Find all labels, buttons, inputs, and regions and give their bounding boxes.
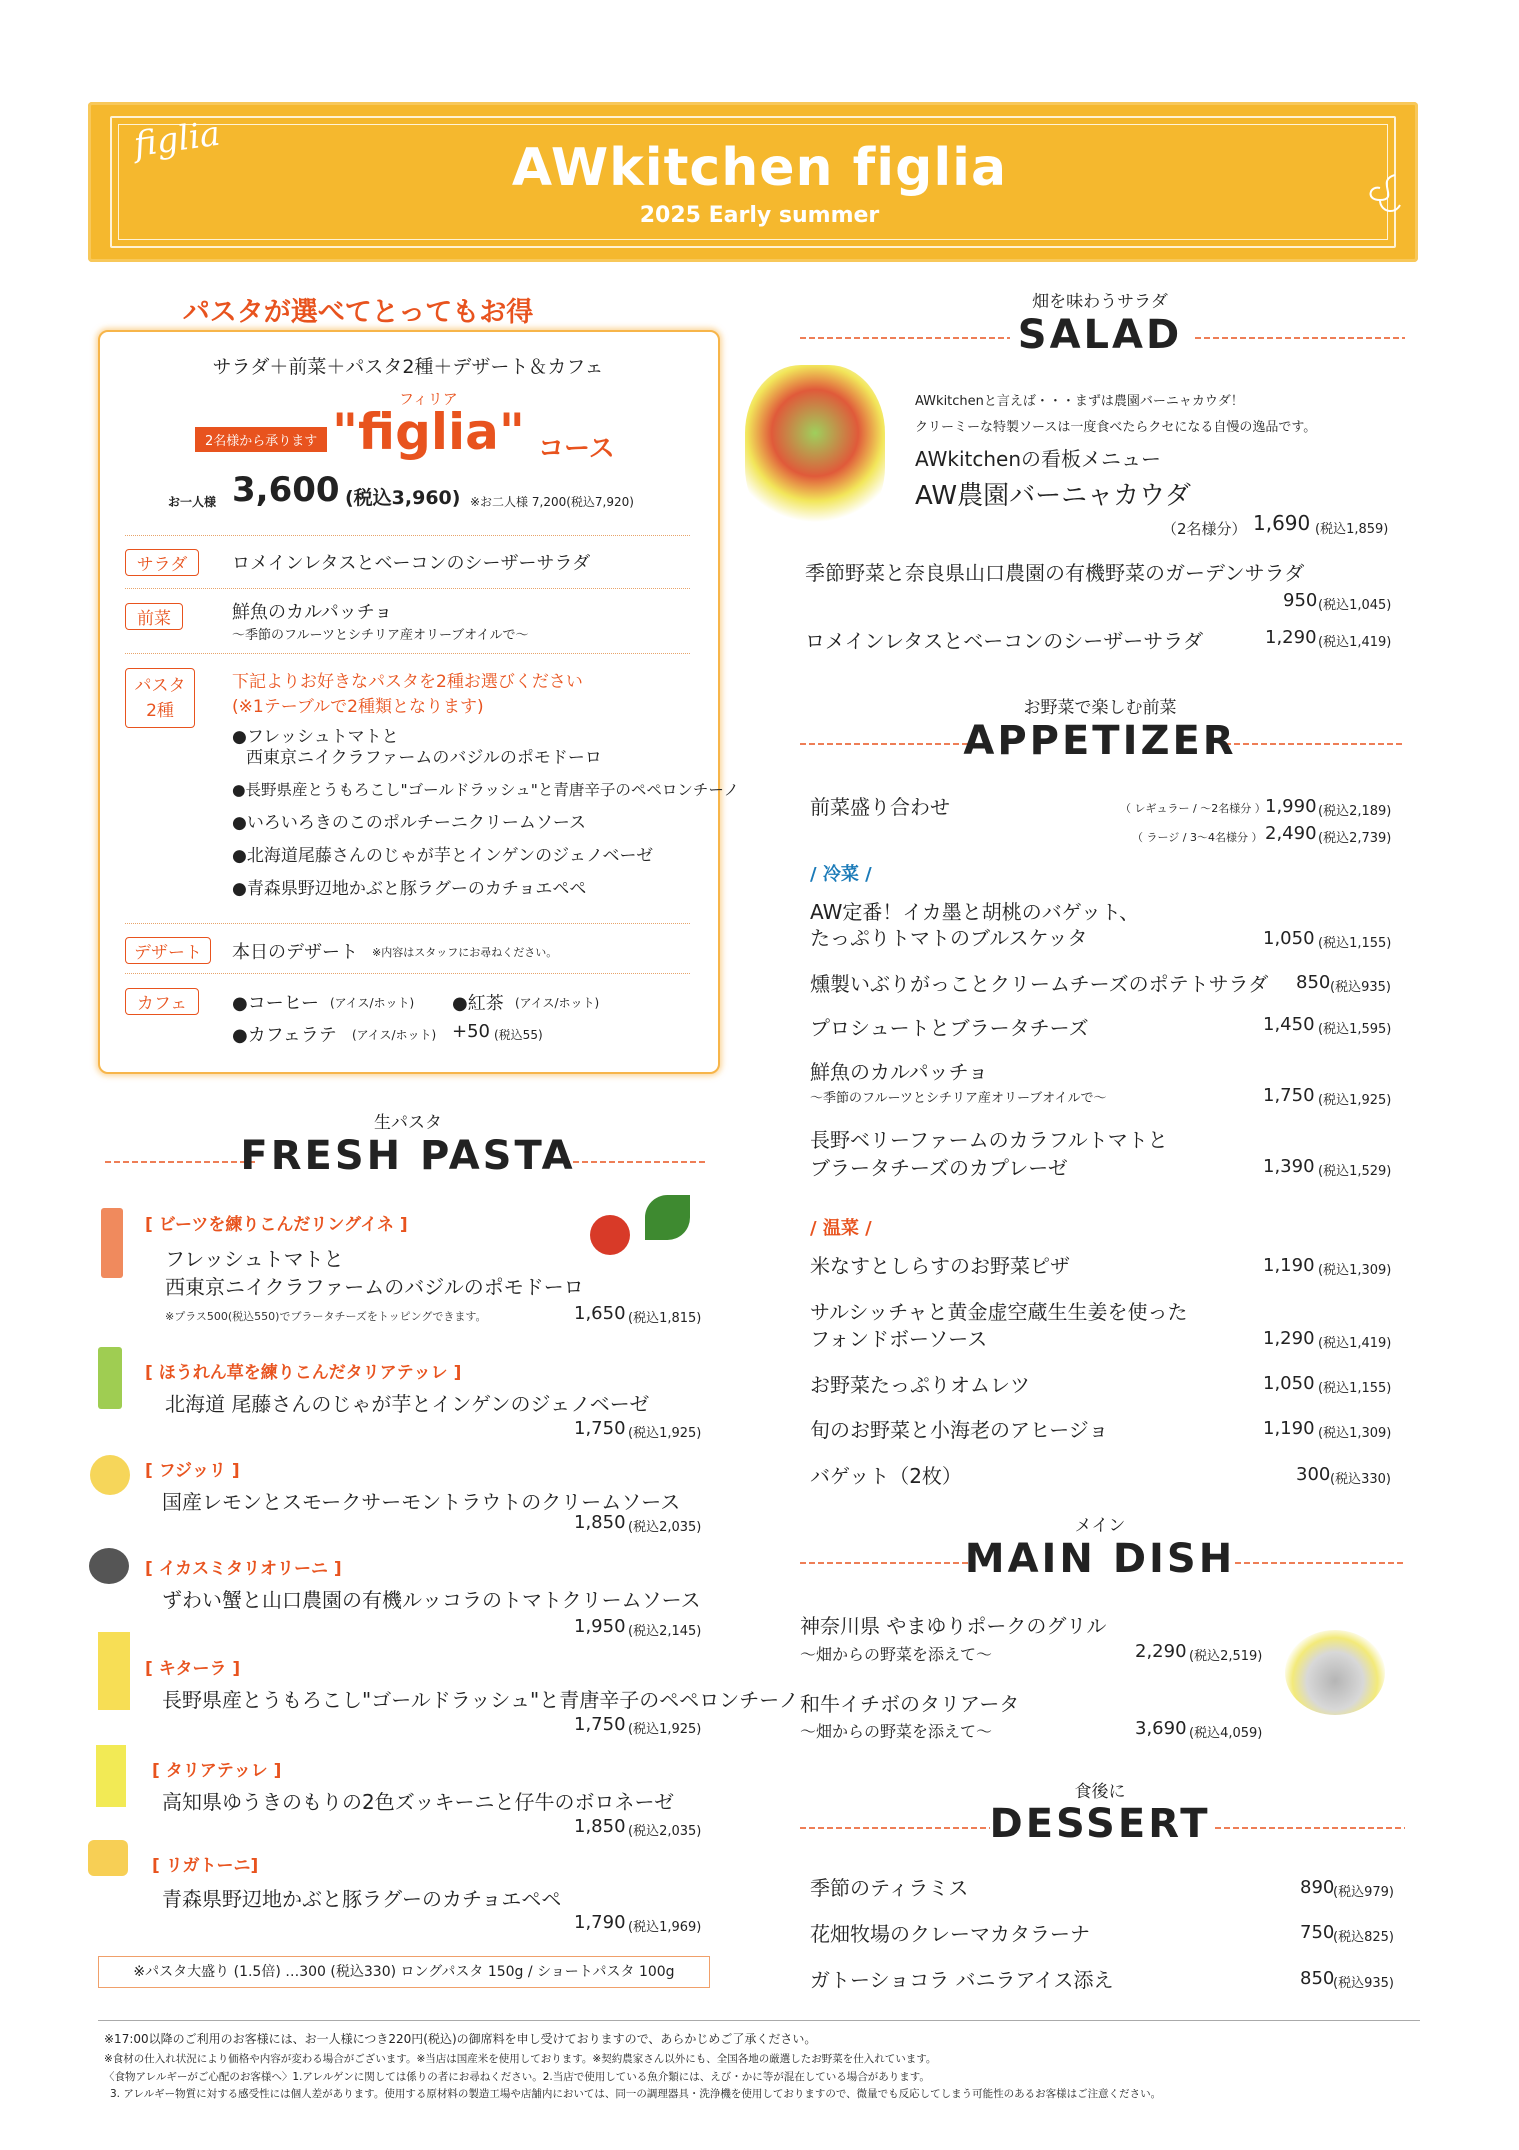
- hot-price: 1,290: [1263, 1328, 1315, 1349]
- pasta-type: [ タリアテッレ ]: [152, 1761, 282, 1781]
- salad-feature-price: 1,690: [1253, 511, 1311, 535]
- tag-pasta-count: 2種: [146, 701, 174, 721]
- page-title: AWkitchen figlia: [511, 138, 1008, 198]
- pasta-type: [ フジッリ ]: [145, 1461, 240, 1481]
- cold-item: AW定番！イカ墨と胡桃のバゲット、: [810, 900, 1140, 924]
- pasta-price: 1,750: [574, 1418, 626, 1439]
- tag-pasta: [125, 668, 195, 728]
- tag-dessert: デザート: [125, 937, 211, 964]
- cold-tax: (税込1,925): [1318, 1093, 1392, 1108]
- tag-salad: サラダ: [125, 549, 199, 576]
- dessert-price: 850: [1300, 1968, 1335, 1989]
- hot-item: 米なすとしらすのお野菜ピザ: [810, 1254, 1070, 1278]
- salad-title: SALAD: [1017, 312, 1183, 358]
- hot-heading: / 温菜 /: [810, 1218, 872, 1239]
- pasta-name: 青森県野辺地かぶと豚ラグーのカチョエペペ: [162, 1887, 562, 1911]
- course-price-tax: (税込3,960): [345, 487, 461, 509]
- footer-line-3: 〈食物アレルギーがご心配のお客様へ〉1.アレルゲンに関しては係りの者にお尋ねください。2.当店で使用している魚介類には、えび・かに等が混在している場合があります。: [104, 2071, 930, 2083]
- pasta-price: 1,850: [574, 1816, 626, 1837]
- hot-item: お野菜たっぷりオムレツ: [810, 1373, 1030, 1397]
- hot-tax: (税込1,309): [1318, 1426, 1392, 1441]
- figlia-logo: figlia: [131, 113, 223, 166]
- salad-sign: AWkitchenの看板メニュー: [915, 447, 1161, 471]
- salad-feature-tax: (税込1,859): [1315, 522, 1389, 537]
- linguine-image: [101, 1208, 123, 1278]
- pasta-name: 北海道 尾藤さんのじゃが芋とインゲンのジェノベーゼ: [165, 1392, 650, 1416]
- dessert-tax: (税込825): [1333, 1930, 1394, 1945]
- list-item: ●長野県産とうもろこし"ゴールドラッシュ"と青唐辛子のペペロンチーノ: [232, 781, 740, 799]
- pasta-name: フレッシュトマトと: [165, 1247, 344, 1271]
- salad-intro-1: AWkitchenと言えば・・・まずは農園バーニャカウダ！: [915, 394, 1244, 409]
- pasta-title: FRESH PASTA: [240, 1133, 576, 1179]
- footer-line-4: 3. アレルギー物質に対する感受性には個人差があります。使用する原材料の製造工場や店舗内においては、同一の調理器具・洗浄機を使用しておりますので、微量でも反応してしまう可能性のあるお客様はご注意ください。: [110, 2088, 1162, 2100]
- platter-large-tax: (税込2,739): [1318, 831, 1392, 846]
- cold-tax: (税込1,595): [1318, 1022, 1392, 1037]
- cafe-tea-note: (アイス/ホット): [515, 996, 600, 1010]
- course-appetizer-sub: ～季節のフルーツとシチリア産オリーブオイルで～: [232, 628, 529, 643]
- pasta-name: ずわい蟹と山口農園の有機ルッコラのトマトクリームソース: [162, 1588, 701, 1612]
- course-ruby: フィリア: [399, 390, 458, 408]
- pasta-large-note: ※パスタ大盛り (1.5倍) …300 (税込330) ロングパスタ 150g / ショートパスタ 100g: [98, 1956, 710, 1988]
- course-salad: ロメインレタスとベーコンのシーザーサラダ: [232, 553, 591, 574]
- dessert-price: 750: [1300, 1922, 1335, 1943]
- platter-regular-label: （ レギュラー / ～2名様分 ）: [1120, 802, 1266, 815]
- course-lead: サラダ＋前菜＋パスタ2種＋デザート＆カフェ: [212, 356, 604, 378]
- hot-item: バゲット（2枚）: [810, 1464, 962, 1488]
- course-badge: 2名様から承ります: [195, 427, 327, 452]
- pasta-price: 1,850: [574, 1512, 626, 1533]
- cold-heading: / 冷菜 /: [810, 864, 872, 885]
- hot-tax: (税込1,155): [1318, 1381, 1392, 1396]
- salad-price: 950: [1283, 590, 1318, 611]
- cold-item: たっぷりトマトのブルスケッタ: [810, 926, 1088, 950]
- pasta-type: [ キターラ ]: [145, 1659, 241, 1679]
- pasta-tax: (税込1,815): [628, 1311, 702, 1326]
- list-item: ●フレッシュトマトと: [232, 727, 399, 747]
- cafe-coffee: ●コーヒー: [232, 993, 319, 1014]
- salad-item: 季節野菜と奈良県山口農園の有機野菜のガーデンサラダ: [805, 561, 1305, 585]
- dessert-title: DESSERT: [989, 1801, 1211, 1847]
- tag-appetizer: 前菜: [125, 603, 183, 630]
- dessert-price: 890: [1300, 1877, 1335, 1898]
- hot-item: サルシッチャと黄金虚空蔵生生姜を使った: [810, 1300, 1188, 1324]
- cold-item: 鮮魚のカルパッチョ: [810, 1060, 988, 1084]
- pasta-type: [ ビーツを練りこんだリングイネ ]: [145, 1215, 408, 1235]
- pasta-tax: (税込1,969): [628, 1920, 702, 1935]
- tag-cafe: カフェ: [125, 988, 199, 1015]
- main-title: MAIN DISH: [964, 1536, 1236, 1582]
- flourish-icon: [1355, 170, 1405, 220]
- cold-price: 1,450: [1263, 1014, 1315, 1035]
- pasta-type: [ ほうれん草を練りこんだタリアテッレ ]: [145, 1363, 462, 1383]
- pasta-price: 1,790: [574, 1912, 626, 1933]
- main-tax: (税込2,519): [1189, 1649, 1263, 1664]
- pasta-name: 国産レモンとスモークサーモントラウトのクリームソース: [162, 1490, 681, 1514]
- course-appetizer: 鮮魚のカルパッチョ: [232, 602, 393, 623]
- cafe-latte-price: +50: [452, 1021, 490, 1042]
- pasta-price: 1,750: [574, 1714, 626, 1735]
- salad-feature: AW農園バーニャカウダ: [915, 481, 1191, 511]
- pasta-name: 高知県ゆうきのもりの2色ズッキーニと仔牛のボロネーゼ: [162, 1790, 675, 1814]
- main-item: 和牛イチボのタリアータ: [800, 1692, 1020, 1716]
- salad-tax: (税込1,419): [1318, 635, 1392, 650]
- hot-price: 1,190: [1263, 1255, 1315, 1276]
- platter-regular-price: 1,990: [1265, 796, 1317, 817]
- course-suffix: コース: [538, 434, 615, 464]
- cold-price: 1,390: [1263, 1156, 1315, 1177]
- pasta-price: 1,650: [574, 1303, 626, 1324]
- main-item: 神奈川県 やまゆりポークのグリル: [800, 1614, 1107, 1638]
- cold-price: 1,050: [1263, 928, 1315, 949]
- cold-tax: (税込935): [1330, 980, 1391, 995]
- pasta-name: 長野県産とうもろこし"ゴールドラッシュ"と青唐辛子のペペロンチーノ: [162, 1688, 799, 1712]
- hot-tax: (税込1,419): [1318, 1336, 1392, 1351]
- course-dessert: 本日のデザート: [232, 942, 358, 963]
- per-person-label: お一人様: [168, 495, 217, 509]
- appetizer-title: APPETIZER: [963, 718, 1237, 764]
- platter-regular-tax: (税込2,189): [1318, 804, 1392, 819]
- pasta-price: 1,950: [574, 1616, 626, 1637]
- main-price: 3,690: [1135, 1718, 1187, 1739]
- pasta-tax: (税込2,035): [628, 1520, 702, 1535]
- basil-image: [645, 1195, 690, 1240]
- hot-price: 300: [1296, 1464, 1331, 1485]
- tomato-image: [590, 1215, 630, 1255]
- list-item: ●いろいろきのこのポルチーニクリームソース: [232, 813, 586, 833]
- pasta-tax: (税込1,925): [628, 1722, 702, 1737]
- pasta-tax: (税込2,145): [628, 1624, 702, 1639]
- hot-tax: (税込1,309): [1318, 1263, 1392, 1278]
- dessert-item: 花畑牧場のクレーマカタラーナ: [810, 1922, 1090, 1946]
- salad-price: 1,290: [1265, 627, 1317, 648]
- cold-price: 850: [1296, 972, 1331, 993]
- course-two-person: ※お二人様 7,200(税込7,920): [470, 495, 634, 509]
- cafe-latte-note: (アイス/ホット): [352, 1028, 437, 1042]
- main-ruby: メイン: [1074, 1516, 1126, 1536]
- dessert-tax: (税込935): [1333, 1976, 1394, 1991]
- main-tax: (税込4,059): [1189, 1726, 1263, 1741]
- cold-item: プロシュートとブラータチーズ: [810, 1016, 1089, 1040]
- main-item-sub: ～畑からの野菜を添えて～: [800, 1645, 993, 1664]
- pasta-choose-note: 下記よりお好きなパスタを2種お選びください: [232, 672, 583, 692]
- salad-item: ロメインレタスとベーコンのシーザーサラダ: [805, 629, 1204, 653]
- bagna-cauda-image: [745, 365, 885, 535]
- pasta-tax: (税込2,035): [628, 1824, 702, 1839]
- cafe-coffee-note: (アイス/ホット): [330, 996, 415, 1010]
- pasta-ruby: 生パスタ: [374, 1113, 442, 1133]
- list-item: 西東京ニイクラファームのバジルのポモドーロ: [246, 748, 602, 768]
- pasta-type: [ イカスミタリオリーニ ]: [145, 1559, 342, 1579]
- list-item: ●青森県野辺地かぶと豚ラグーのカチョエペペ: [232, 879, 587, 899]
- pasta-table-note: (※1テーブルで2種類となります): [232, 697, 484, 717]
- dessert-item: ガトーショコラ バニラアイス添え: [810, 1968, 1114, 1992]
- pasta-tax: (税込1,925): [628, 1426, 702, 1441]
- cloche-image: [1285, 1630, 1385, 1715]
- cold-item: 長野ベリーファームのカラフルトマトと: [810, 1128, 1168, 1152]
- cold-tax: (税込1,155): [1318, 936, 1392, 951]
- dessert-item: 季節のティラミス: [810, 1876, 969, 1900]
- cafe-latte-tax: (税込55): [494, 1028, 543, 1042]
- cold-item: 燻製いぶりがっことクリームチーズのポテトサラダ: [810, 972, 1269, 996]
- hot-price: 1,050: [1263, 1373, 1315, 1394]
- cold-tax: (税込1,529): [1318, 1164, 1392, 1179]
- appetizer-ruby: お野菜で楽しむ前菜: [1023, 698, 1177, 718]
- salad-intro-2: クリーミーな特製ソースは一度食べたらクセになる自慢の逸品です。: [915, 420, 1317, 435]
- hot-item: フォンドボーソース: [810, 1327, 988, 1351]
- main-price: 2,290: [1135, 1641, 1187, 1662]
- course-dessert-note: ※内容はスタッフにお尋ねください。: [372, 946, 558, 959]
- cafe-tea: ●紅茶: [452, 993, 504, 1014]
- platter-large-price: 2,490: [1265, 823, 1317, 844]
- cold-price: 1,750: [1263, 1085, 1315, 1106]
- platter-name: 前菜盛り合わせ: [810, 795, 950, 819]
- cold-item: ブラータチーズのカプレーゼ: [810, 1156, 1068, 1180]
- footer-line-1: ※17:00以降のご利用のお客様には、お一人様につき220円(税込)の御席料を申し受けておりますので、あらかじめご了承ください。: [104, 2032, 817, 2046]
- platter-large-label: （ ラージ / 3～4名様分 ）: [1132, 831, 1263, 844]
- list-item: ●北海道尾藤さんのじゃが芋とインゲンのジェノベーゼ: [232, 846, 654, 866]
- page-subtitle: 2025 Early summer: [639, 203, 880, 228]
- hot-price: 1,190: [1263, 1418, 1315, 1439]
- pasta-note: ※プラス500(税込550)でブラータチーズをトッピングできます。: [165, 1310, 487, 1323]
- footer-line-2: ※食材の仕入れ状況により価格や内容が変わる場合がございます。※当店は国産米を使用しております。※契約農家さん以外にも、全国各地の厳選したお野菜を仕入れています。: [104, 2053, 937, 2065]
- hot-item: 旬のお野菜と小海老のアヒージョ: [810, 1418, 1109, 1442]
- course-name: "figlia": [332, 403, 525, 461]
- dessert-ruby: 食後に: [1074, 1782, 1126, 1802]
- pasta-name: 西東京ニイクラファームのバジルのポモドーロ: [165, 1275, 584, 1299]
- salad-feature-note: （2名様分）: [1162, 520, 1247, 538]
- cold-item-sub: ～季節のフルーツとシチリア産オリーブオイルで～: [810, 1091, 1107, 1106]
- course-promo: パスタが選べてとってもお得: [182, 297, 534, 328]
- main-item-sub: ～畑からの野菜を添えて～: [800, 1722, 993, 1741]
- rigatoni-image: [88, 1840, 128, 1876]
- pasta-options: [232, 727, 739, 900]
- salad-ruby: 畑を味わうサラダ: [1032, 292, 1168, 312]
- squid-ink-pasta-image: [89, 1548, 129, 1584]
- pasta-type: [ リガトーニ]: [152, 1856, 259, 1876]
- course-price: 3,600: [232, 470, 340, 510]
- cafe-latte: ●カフェラテ: [232, 1025, 337, 1046]
- tagliatelle-spinach-image: [98, 1347, 122, 1409]
- fusilli-image: [90, 1455, 130, 1495]
- chitarra-image: [98, 1632, 130, 1710]
- tagliatelle-image: [96, 1745, 126, 1807]
- hot-tax: (税込330): [1330, 1472, 1391, 1487]
- tag-pasta-label: パスタ: [134, 676, 186, 696]
- salad-tax: (税込1,045): [1318, 598, 1392, 613]
- dessert-tax: (税込979): [1333, 1885, 1394, 1900]
